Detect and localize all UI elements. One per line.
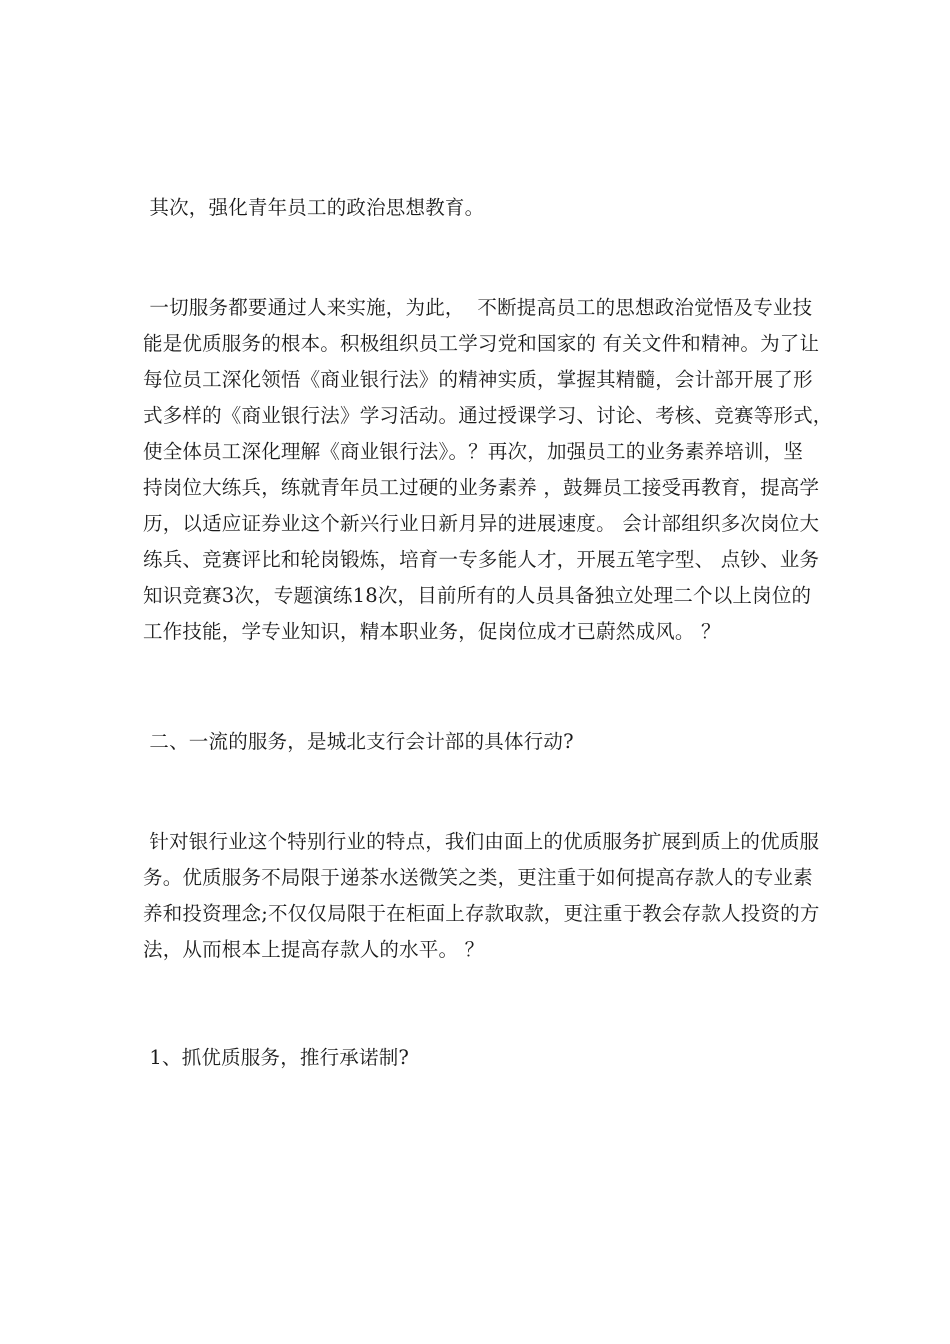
paragraph-line: 养和投资理念;不仅仅局限于在柜面上存款取款，更注重于教会存款人投资的方 [143, 902, 820, 925]
paragraph-line: 持岗位大练兵，练就青年员工过硬的业务素养 ，鼓舞员工接受再教育，提高学 [143, 476, 820, 499]
paragraph-line: 知识竞赛3次，专题演练18次，目前所有的人员具备独立处理二个以上岗位的 [143, 584, 812, 607]
paragraph-line: 式多样的《商业银行法》学习活动。通过授课学习、讨论、考核、竞赛等形式， [143, 404, 833, 427]
paragraph-line: 工作技能，学专业知识，精本职业务，促岗位成才已蔚然成风。 ？ [143, 620, 721, 643]
paragraph-line: 一切服务都要通过人来实施，为此， 不断提高员工的思想政治觉悟及专业技 [143, 296, 813, 319]
paragraph-line: 使全体员工深化理解《商业银行法》。？再次，加强员工的业务素养培训，坚 [143, 440, 804, 463]
paragraph-line: 历，以适应证券业这个新兴行业日新月异的进展速度。 会计部组织多次岗位大 [143, 512, 820, 535]
paragraph-line: 务。优质服务不局限于递茶水送微笑之类，更注重于如何提高存款人的专业素 [143, 866, 813, 889]
section-heading: 其次，强化青年员工的政治思想教育。 [143, 196, 485, 219]
paragraph-line: 能是优质服务的根本。积极组织员工学习党和国家的 有关文件和精神。为了让 [143, 332, 820, 355]
section-heading: 1、抓优质服务，推行承诺制? [143, 1046, 410, 1069]
paragraph-line: 针对银行业这个特别行业的特点，我们由面上的优质服务扩展到质上的优质服 [143, 830, 820, 853]
paragraph-line: 每位员工深化领悟《商业银行法》的精神实质，掌握其精髓，会计部开展了形 [143, 368, 813, 391]
paragraph-line: 法，从而根本上提高存款人的水平。 ？ [143, 938, 485, 961]
paragraph-line: 练兵、竞赛评比和轮岗锻炼，培育一专多能人才，开展五笔字型、 点钞、业务 [143, 548, 820, 571]
section-heading: 二、一流的服务，是城北支行会计部的具体行动? [143, 730, 574, 753]
